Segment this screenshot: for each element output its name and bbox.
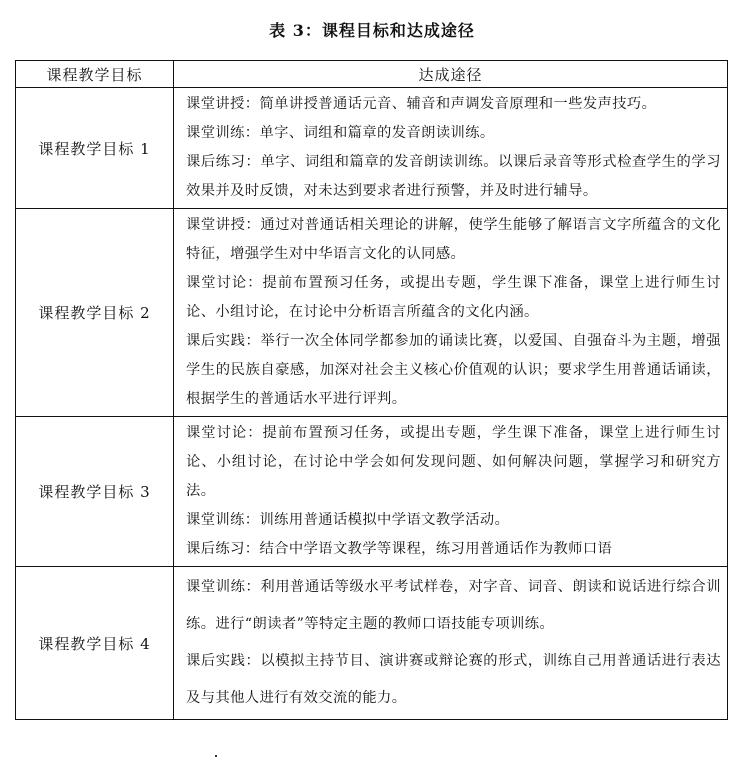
path-cell (174, 88, 728, 209)
goal-cell: 课程教学目标 2 (16, 209, 174, 417)
goal-cell: 课程教学目标 1 (16, 88, 174, 209)
header-goal: 课程教学目标 (16, 61, 174, 88)
stray-dot (215, 755, 217, 757)
path-cell (174, 209, 728, 417)
path-item: 课后练习：结合中学语文教学等课程，练习用普通话作为教师口语 (186, 541, 613, 557)
table-row (16, 209, 728, 417)
path-item: 课堂讲授：通过对普通话相关理论的讲解，使学生能够了解语言文字所蕴含的文化特征，增强学生对中华语言文化的认同感。 (186, 217, 721, 262)
path-cell (174, 567, 728, 720)
table-row (16, 88, 728, 209)
table-row (16, 417, 728, 567)
path-item: 课堂训练：训练用普通话模拟中学语文教学活动。 (186, 512, 510, 528)
goals-table (15, 60, 728, 720)
goal-cell: 课程教学目标 3 (16, 417, 174, 567)
table-row (16, 567, 728, 720)
path-item: 课堂讨论：提前布置预习任务，或提出专题，学生课下准备，课堂上进行师生讨论、小组讨论，在讨论中学会如何发现问题、如何解决问题，掌握学习和研究方法。 (186, 425, 721, 499)
path-item: 课堂讲授：简单讲授普通话元音、辅音和声调发音原理和一些发声技巧。 (186, 96, 657, 112)
table-caption: 表 3：课程目标和达成途径 (269, 21, 475, 40)
path-item: 课堂训练：利用普通话等级水平考试样卷，对字音、词音、朗读和说话进行综合训练。进行“朗读者”等特定主题的教师口语技能专项训练。 (186, 579, 721, 632)
path-cell (174, 417, 728, 567)
header-row (16, 61, 728, 88)
path-item: 课堂讨论：提前布置预习任务，或提出专题，学生课下准备，课堂上进行师生讨论、小组讨论，在讨论中分析语言所蕴含的文化内涵。 (186, 275, 721, 320)
path-item: 课后练习：单字、词组和篇章的发音朗读训练。以课后录音等形式检查学生的学习效果并及时反馈，对未达到要求者进行预警，并及时进行辅导。 (186, 154, 721, 199)
path-item: 课堂训练：单字、词组和篇章的发音朗读训练。 (186, 125, 495, 141)
path-item: 课后实践：以模拟主持节目、演讲赛或辩论赛的形式，训练自己用普通话进行表达及与其他人进行有效交流的能力。 (186, 653, 721, 706)
header-path: 达成途径 (174, 61, 728, 88)
goal-cell: 课程教学目标 4 (16, 567, 174, 720)
path-item: 课后实践：举行一次全体同学都参加的诵读比赛，以爱国、自强奋斗为主题，增强学生的民族自豪感，加深对社会主义核心价值观的认识；要求学生用普通话诵读，根据学生的普通话水平进行评判。 (186, 333, 721, 407)
